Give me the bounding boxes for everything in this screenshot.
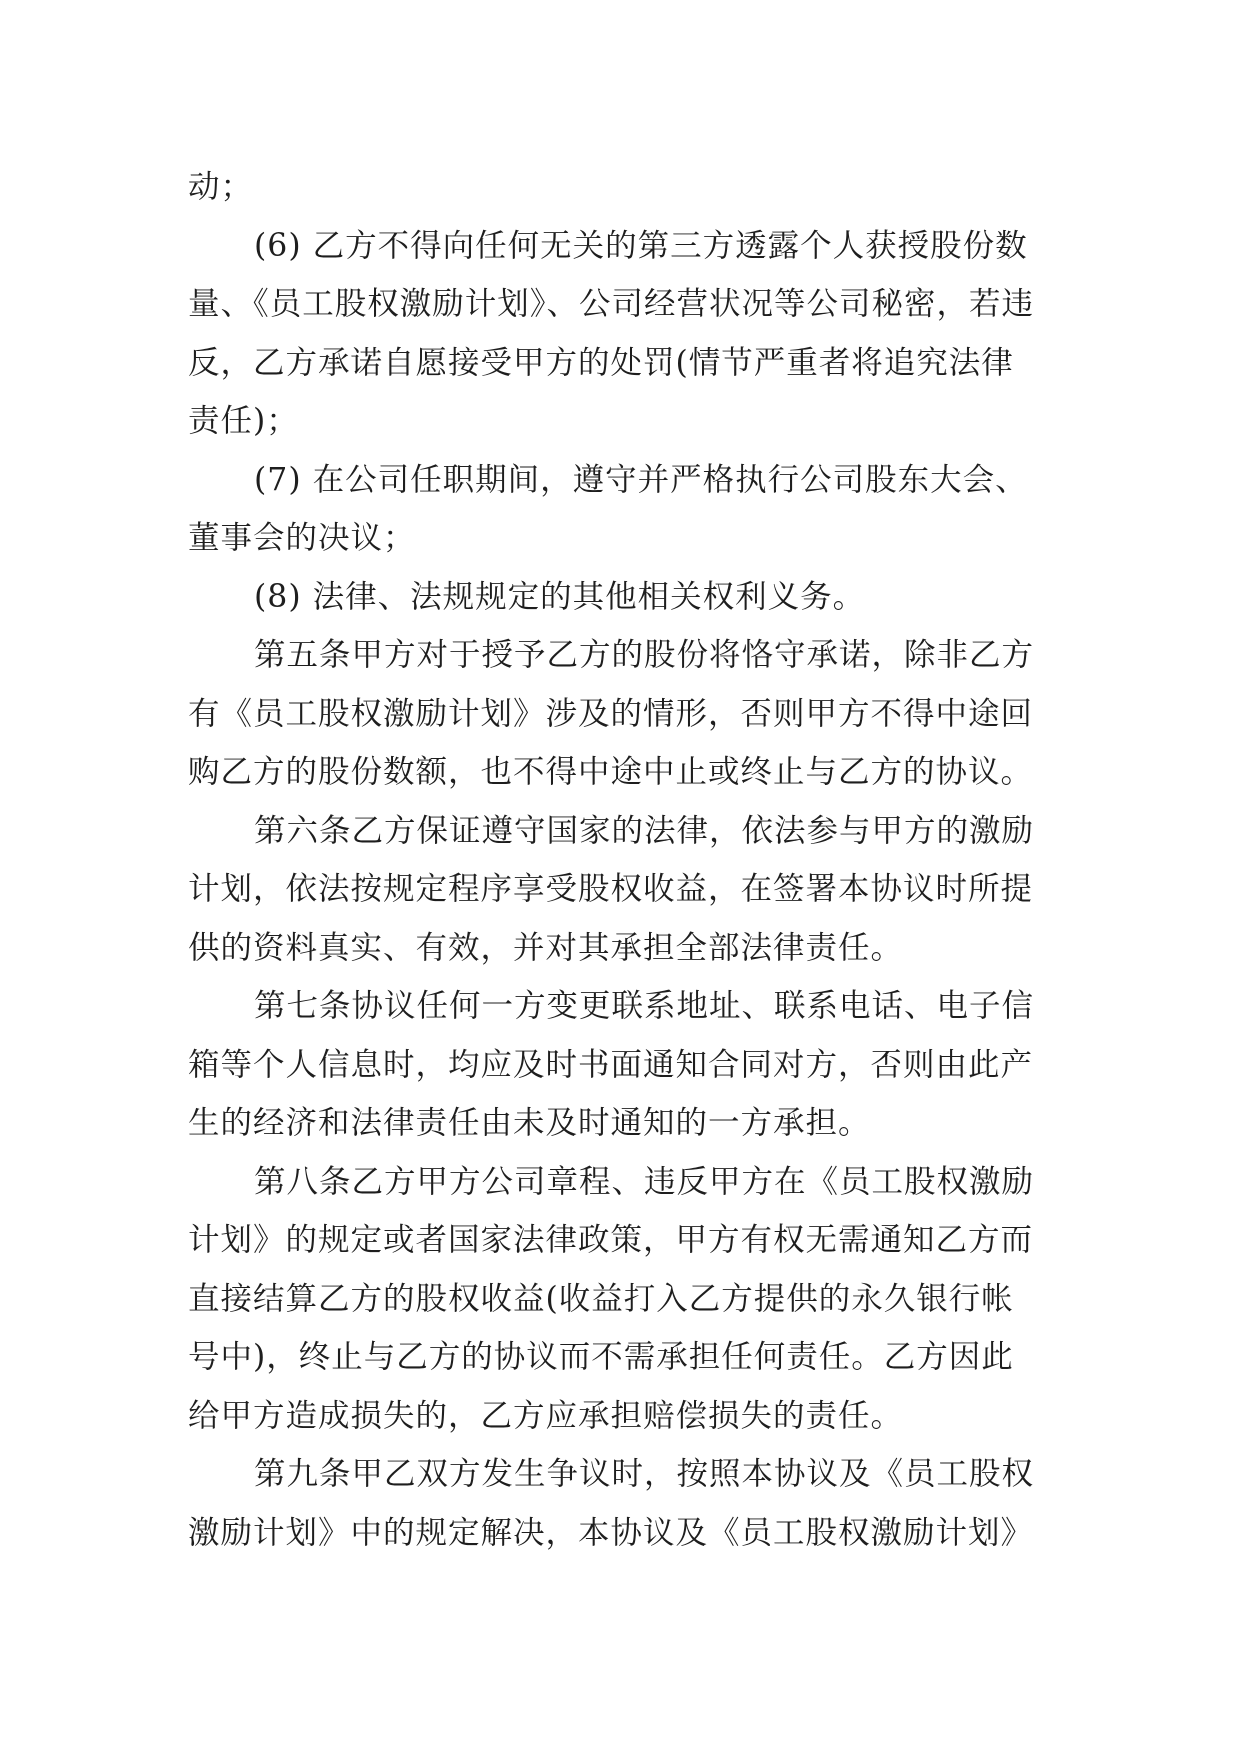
text-line: (8) 法律、法规规定的其他相关权利义务。	[254, 578, 866, 615]
text-line: 计划，依法按规定程序享受股权收益，在签署本协议时所提	[188, 871, 1034, 907]
text-line: 动；	[188, 169, 254, 205]
text-line: (6) 乙方不得向任何无关的第三方透露个人获授股份数	[254, 227, 1028, 264]
text-line: 第七条协议任何一方变更联系地址、联系电话、电子信	[254, 988, 1035, 1024]
text-line: 直接结算乙方的股权收益(收益打入乙方提供的永久银行帐	[188, 1280, 1014, 1317]
text-line: 第八条乙方甲方公司章程、违反甲方在《员工股权激励	[254, 1163, 1035, 1200]
text-line: 量、《员工股权激励计划》、公司经营状况等公司秘密，若违	[188, 286, 1035, 322]
text-line: 责任)；	[188, 403, 299, 439]
text-line: 计划》的规定或者国家法律政策，甲方有权无需通知乙方而	[188, 1222, 1034, 1258]
text-line: 购乙方的股份数额，也不得中途中止或终止与乙方的协议。	[188, 754, 1034, 790]
text-line: 反，乙方承诺自愿接受甲方的处罚(情节严重者将追究法律	[188, 344, 1014, 381]
text-line: (7) 在公司任职期间，遵守并严格执行公司股东大会、	[254, 461, 1028, 498]
text-line: 有《员工股权激励计划》涉及的情形，否则甲方不得中途回	[188, 695, 1034, 732]
text-line: 供的资料真实、有效，并对其承担全部法律责任。	[188, 929, 904, 966]
text-line: 箱等个人信息时，均应及时书面通知合同对方，否则由此产	[188, 1046, 1034, 1083]
document-body	[188, 158, 1058, 1562]
text-line: 第六条乙方保证遵守国家的法律，依法参与甲方的激励	[254, 812, 1035, 849]
text-line: 激励计划》中的规定解决，本协议及《员工股权激励计划》	[188, 1514, 1034, 1551]
text-line: 给甲方造成损失的，乙方应承担赔偿损失的责任。	[188, 1397, 904, 1434]
text-line: 第五条甲方对于授予乙方的股份将恪守承诺，除非乙方	[254, 637, 1035, 673]
text-line: 生的经济和法律责任由未及时通知的一方承担。	[188, 1105, 871, 1141]
text-line: 号中)，终止与乙方的协议而不需承担任何责任。乙方因此	[188, 1339, 1014, 1375]
text-line: 第九条甲乙双方发生争议时，按照本协议及《员工股权	[254, 1456, 1035, 1492]
text-line: 董事会的决议；	[188, 520, 416, 556]
